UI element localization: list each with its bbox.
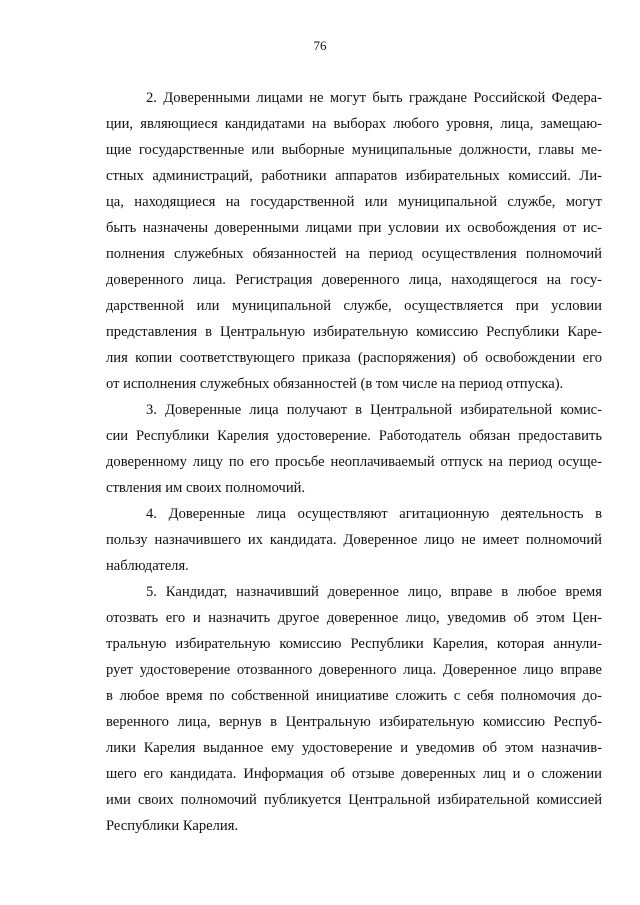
paragraph-line: 2. Доверенными лицами не могут быть граждане Российской Федера-: [146, 90, 602, 106]
paragraph-line: доверенного лица. Регистрация доверенного лица, находящегося на госу-: [106, 272, 602, 288]
paragraph-line: отозвать его и назначить другое доверенное лицо, уведомив об этом Цен-: [106, 610, 602, 626]
paragraph-line: наблюдателя.: [106, 558, 189, 574]
paragraph-4: [106, 501, 602, 579]
paragraph-line: лия копии соответствующего приказа (распоряжения) об освобождении его: [106, 350, 602, 366]
paragraph-line: представления в Центральную избирательную комиссию Республики Каре-: [106, 324, 602, 340]
paragraph-line: 3. Доверенные лица получают в Центральной избирательной комис-: [146, 402, 602, 418]
paragraph-line: быть назначены доверенными лицами при условии их освобождения от ис-: [106, 220, 602, 236]
paragraph-line: от исполнения служебных обязанностей (в том числе на период отпуска).: [106, 376, 564, 392]
paragraph-line: Республики Карелия.: [106, 818, 239, 834]
paragraph-line: 5. Кандидат, назначивший доверенное лицо, вправе в любое время: [146, 584, 602, 600]
paragraph-line: шего его кандидата. Информация об отзыве доверенных лиц и о сложении: [106, 766, 602, 782]
paragraph-line: тральную избирательную комиссию Республики Карелия, которая аннули-: [106, 636, 602, 652]
paragraph-line: щие государственные или выборные муниципальные должности, главы ме-: [106, 142, 602, 158]
paragraph-5: [106, 579, 602, 839]
paragraph-line: рует удостоверение отозванного доверенного лица. Доверенное лицо вправе: [106, 662, 602, 678]
paragraph-line: лики Карелия выданное ему удостоверение и уведомив об этом назначив-: [106, 740, 602, 756]
paragraph-line: пользу назначившего их кандидата. Доверенное лицо не имеет полномочий: [106, 532, 602, 548]
paragraph-line: стных администраций, работники аппаратов избирательных комиссий. Ли-: [106, 168, 602, 184]
page-number: 76: [313, 38, 327, 53]
paragraph-line: полнения служебных обязанностей на период осуществления полномочий: [106, 246, 602, 262]
paragraph-line: в любое время по собственной инициативе сложить с себя полномочия до-: [106, 688, 602, 704]
paragraph-3: [106, 397, 602, 501]
paragraph-line: ствления им своих полномочий.: [106, 480, 306, 496]
paragraph-line: веренного лица, вернув в Центральную избирательную комиссию Респуб-: [106, 714, 602, 730]
paragraph-2: [106, 85, 602, 397]
paragraph-line: доверенному лицу по его просьбе неоплачиваемый отпуск на период осуще-: [106, 454, 602, 470]
paragraph-line: 4. Доверенные лица осуществляют агитационную деятельность в: [146, 506, 602, 522]
document-body: [106, 85, 602, 839]
paragraph-line: сии Республики Карелия удостоверение. Работодатель обязан предоставить: [106, 428, 602, 444]
paragraph-line: ца, находящиеся на государственной или муниципальной службе, могут: [106, 194, 602, 210]
paragraph-line: ими своих полномочий публикуется Центральной избирательной комиссией: [106, 792, 602, 808]
paragraph-line: ции, являющиеся кандидатами на выборах любого уровня, лица, замещаю-: [106, 116, 602, 132]
paragraph-line: дарственной или муниципальной службе, осуществляется при условии: [106, 298, 602, 314]
